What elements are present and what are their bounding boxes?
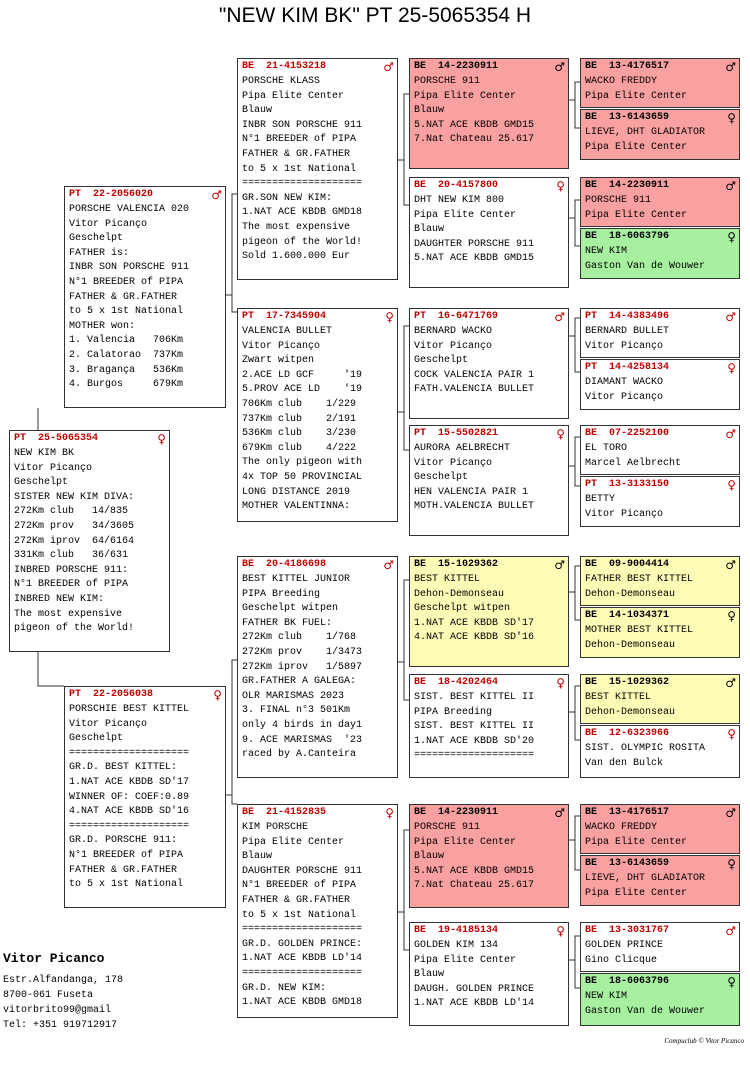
ring-number — [585, 478, 736, 493]
pigeon-info-line: raced by A.Canteira — [242, 749, 357, 761]
ring-number — [69, 688, 222, 703]
pigeon-info-line: MOTHER VALENTINNA: — [242, 501, 351, 513]
pigeon-info-line: 5.NAT ACE KBDB GMD15 — [414, 253, 535, 265]
pigeon-info-line: Pipa Elite Center — [585, 836, 688, 848]
female-sex-icon: ♀ — [727, 230, 736, 244]
pigeon-card — [409, 674, 569, 778]
pigeon-name: DHT NEW KIM 800 — [414, 195, 505, 206]
ring-number — [69, 188, 222, 203]
address-line: Estr.Alfandanga, 178 — [3, 975, 124, 986]
pigeon-card — [580, 922, 740, 972]
ring-number — [414, 310, 565, 325]
pigeon-name: PORSCHE 911 — [414, 76, 481, 87]
pigeon-info-line: Pipa Elite Center — [414, 836, 517, 848]
male-sex-icon: ♂ — [725, 806, 736, 820]
pigeon-info-line: only 4 birds in day1 — [242, 719, 363, 731]
pigeon-info-line: 1.NAT ACE KBDB SD'17 — [414, 617, 535, 629]
ring-number-text: BE 14-2230911 — [414, 807, 499, 818]
ring-number-text: BE 18-4202464 — [414, 677, 499, 688]
pigeon-info-line: INBRED PORSCHE 911: — [14, 564, 129, 576]
pigeon-info-line: ==================== — [242, 967, 363, 979]
pigeon-card — [409, 556, 569, 667]
pigeon-info-line: FATHER & GR.FATHER — [242, 148, 351, 160]
pigeon-card — [580, 177, 740, 227]
pigeon-info-line: DAUGHTER PORSCHE 911 — [414, 238, 535, 250]
pigeon-card — [580, 308, 740, 358]
pigeon-info-line: Geschelpt witpen — [414, 603, 511, 615]
pigeon-info-line: Vitor Picanço — [14, 462, 93, 474]
ring-number-text: BE 18-6063796 — [585, 976, 670, 987]
ring-number — [414, 179, 565, 194]
ring-number-text: PT 22-2056020 — [69, 189, 154, 200]
pigeon-info-line: Dehon-Demonseau — [585, 588, 676, 600]
pigeon-info-line: 679Km club 4/222 — [242, 442, 357, 454]
pigeon-info-line: 3. FINAL n°3 501Km — [242, 705, 351, 717]
pigeon-info-line: GR.D. BEST KITTEL: — [69, 762, 178, 774]
pigeon-info-line: N°1 BREEDER of PIPA — [14, 579, 129, 591]
pigeon-card — [9, 430, 170, 652]
pigeon-info-line: Pipa Elite Center — [414, 954, 517, 966]
pigeon-card — [409, 425, 569, 536]
pigeon-info-line: Pipa Elite Center — [585, 887, 688, 899]
pigeon-info-line: 5.NAT ACE KBDB GMD15 — [414, 865, 535, 877]
female-sex-icon: ♀ — [385, 310, 394, 324]
ring-number — [585, 676, 736, 691]
male-sex-icon: ♂ — [383, 60, 394, 74]
pigeon-name: MOTHER BEST KITTEL — [585, 625, 694, 636]
pigeon-info-line: Van den Bulck — [585, 757, 664, 769]
pigeon-info-line: INBRED NEW KIM: — [14, 593, 105, 605]
ring-number-text: PT 17-7345904 — [242, 311, 327, 322]
pigeon-info-line: Geschelpt — [14, 477, 69, 489]
pigeon-info-line: Geschelpt — [69, 733, 124, 745]
pigeon-info-line: GR.D. NEW KIM: — [242, 982, 327, 994]
phone-line: Tel: +351 919712917 — [3, 1020, 118, 1031]
pigeon-card — [409, 308, 569, 419]
pigeon-info-line: 272Km iprov 64/6164 — [14, 535, 135, 547]
pigeon-card — [580, 359, 740, 410]
pigeon-info-line: 536Km club 3/230 — [242, 428, 357, 440]
pigeon-info-line: 4. Burgos 679Km — [69, 379, 184, 391]
pigeon-info-line: to 5 x 1st National — [242, 163, 357, 175]
pigeon-info-line: Gaston Van de Wouwer — [585, 260, 706, 272]
pigeon-info-line: HEN VALENCIA PAIR 1 — [414, 486, 529, 498]
pigeon-name: PORSCHE 911 — [414, 822, 481, 833]
pigeon-info-line: ==================== — [69, 747, 190, 759]
pigeon-info-line: FATHER is: — [69, 247, 130, 259]
pigeon-info-line: Gino Clicque — [585, 954, 658, 966]
pigeon-info-line: Dehon-Demonseau — [585, 706, 676, 718]
pigeon-card — [580, 607, 740, 658]
ring-number — [414, 60, 565, 75]
ring-number — [14, 432, 166, 447]
pigeon-info-line: 7.Nat Chateau 25.617 — [414, 880, 535, 892]
ring-number — [414, 427, 565, 442]
pigeon-info-line: Blauw — [414, 105, 445, 117]
ring-number — [585, 975, 736, 990]
ring-number-text: PT 16-6471769 — [414, 311, 499, 322]
pigeon-card — [409, 922, 569, 1026]
ring-number-text: BE 21-4153218 — [242, 61, 327, 72]
female-sex-icon: ♀ — [727, 478, 736, 492]
ring-number-text: BE 15-1029362 — [414, 559, 499, 570]
ring-number-text: PT 13-3133150 — [585, 479, 670, 490]
pigeon-info-line: FATH.VALENCIA BULLET — [414, 384, 535, 396]
pigeon-info-line: Pipa Elite Center — [585, 209, 688, 221]
pigeon-info-line: 2. Calatorao 737Km — [69, 349, 184, 361]
pigeon-info-line: MOTHER won: — [69, 320, 136, 332]
ring-number-text: PT 14-4383496 — [585, 311, 670, 322]
ring-number — [242, 558, 394, 573]
ring-number-text: BE 21-4152835 — [242, 807, 327, 818]
pigeon-info-line: Pipa Elite Center — [414, 209, 517, 221]
ring-number-text: BE 15-1029362 — [585, 677, 670, 688]
ring-number-text: BE 07-2252100 — [585, 428, 670, 439]
ring-number — [585, 179, 736, 194]
pigeon-info-line: Zwart witpen — [242, 355, 315, 367]
pigeon-info-line: ==================== — [69, 820, 190, 832]
pigeon-info-line: 1.NAT ACE KBDB SD'17 — [69, 776, 190, 788]
pigeon-name: FATHER BEST KITTEL — [585, 574, 694, 585]
pigeon-info-line: 4.NAT ACE KBDB SD'16 — [69, 806, 190, 818]
pigeon-info-line: N°1 BREEDER of PIPA — [242, 134, 357, 146]
pigeon-info-line: FATHER BK FUEL: — [242, 617, 333, 629]
ring-number-text: PT 25-5065354 — [14, 433, 99, 444]
pigeon-info-line: Pipa Elite Center — [242, 90, 345, 102]
pigeon-info-line: Geschelpt witpen — [242, 603, 339, 615]
male-sex-icon: ♂ — [725, 310, 736, 324]
pigeon-info-line: 706Km club 1/229 — [242, 398, 357, 410]
pigeon-info-line: GR.D. GOLDEN PRINCE: — [242, 938, 363, 950]
pigeon-info-line: Blauw — [242, 105, 273, 117]
ring-number-text: BE 19-4185134 — [414, 925, 499, 936]
pigeon-name: PORSCHE 911 — [585, 195, 652, 206]
female-sex-icon: ♀ — [556, 676, 565, 690]
female-sex-icon: ♀ — [556, 427, 565, 441]
pigeon-card — [237, 556, 398, 778]
ring-number — [242, 310, 394, 325]
male-sex-icon: ♂ — [554, 558, 565, 572]
pigeon-info-line: 1.NAT ACE KBDB GMD18 — [242, 997, 363, 1009]
ring-number — [414, 924, 565, 939]
pigeon-card — [580, 674, 740, 724]
pigeon-info-line: 1.NAT ACE KBDB LD'14 — [414, 998, 535, 1010]
female-sex-icon: ♀ — [727, 111, 736, 125]
pigeon-info-line: GR.D. PORSCHE 911: — [69, 835, 178, 847]
pigeon-info-line: to 5 x 1st National — [242, 909, 357, 921]
ring-number — [585, 727, 736, 742]
address-line: vitorbrito99@gmail — [3, 1005, 112, 1016]
pigeon-card — [580, 973, 740, 1026]
female-sex-icon: ♀ — [556, 179, 565, 193]
male-sex-icon: ♂ — [725, 558, 736, 572]
pigeon-name: LIEVE, DHT GLADIATOR — [585, 127, 706, 138]
pigeon-name: PORSCHE VALENCIA 020 — [69, 204, 190, 215]
pigeon-info-line: GR.FATHER A GALEGA: — [242, 676, 357, 688]
pigeon-info-line: FATHER & GR.FATHER — [69, 864, 178, 876]
male-sex-icon: ♂ — [554, 60, 565, 74]
pigeon-info-line: Blauw — [414, 851, 445, 863]
pigeon-info-line: 737Km club 2/191 — [242, 413, 357, 425]
pigeon-card — [580, 855, 740, 906]
pigeon-name: NEW KIM BK — [14, 448, 75, 459]
male-sex-icon: ♂ — [725, 924, 736, 938]
pigeon-info-line: PIPA Breeding — [414, 706, 493, 718]
ring-number-text: BE 14-2230911 — [414, 61, 499, 72]
pigeon-name: SIST. BEST KITTEL II — [414, 692, 535, 703]
pigeon-info-line: FATHER & GR.FATHER — [69, 291, 178, 303]
pigeon-info-line: Blauw — [414, 969, 445, 981]
pigeon-info-line: Vitor Picanço — [69, 718, 148, 730]
pigeon-info-line: The only pigeon with — [242, 457, 363, 469]
pigeon-info-line: 272Km iprov 1/5897 — [242, 661, 363, 673]
pigeon-info-line: 272Km club 1/768 — [242, 632, 357, 644]
pigeon-info-line: 1.NAT ACE KBDB LD'14 — [242, 953, 363, 965]
pigeon-card — [580, 725, 740, 778]
ring-number-text: BE 13-6143659 — [585, 112, 670, 123]
ring-number-text: PT 14-4258134 — [585, 362, 670, 373]
pigeon-info-line: Blauw — [242, 851, 273, 863]
pigeon-info-line: INBR SON PORSCHE 911 — [242, 119, 363, 131]
pigeon-info-line: SIST. BEST KITTEL II — [414, 721, 535, 733]
pigeon-info-line: Vitor Picanço — [414, 457, 493, 469]
ring-number — [585, 924, 736, 939]
address-line: 8700-061 Fuseta — [3, 990, 94, 1001]
ring-number-text: BE 14-2230911 — [585, 180, 670, 191]
pigeon-card — [580, 804, 740, 854]
pigeon-name: WACKO FREDDY — [585, 76, 658, 87]
pigeon-name: NEW KIM — [585, 246, 628, 257]
pigeon-card — [409, 177, 569, 288]
ring-number-text: BE 20-4186698 — [242, 559, 327, 570]
pigeon-info-line: FATHER & GR.FATHER — [242, 894, 351, 906]
pigeon-info-line: The most expensive — [242, 221, 351, 233]
pigeon-card — [237, 58, 398, 280]
pigeon-info-line: ==================== — [242, 924, 363, 936]
pigeon-info-line: 1. Valencia 706Km — [69, 335, 184, 347]
ring-number — [414, 676, 565, 691]
pigeon-name: EL TORO — [585, 443, 628, 454]
pigeon-card — [580, 476, 740, 527]
female-sex-icon: ♀ — [727, 727, 736, 741]
pigeon-info-line: Vitor Picanço — [414, 340, 493, 352]
pigeon-name: BEST KITTEL — [414, 574, 481, 585]
pigeon-info-line: Vitor Picanço — [242, 340, 321, 352]
ring-number — [585, 427, 736, 442]
pigeon-name: BEST KITTEL — [585, 692, 652, 703]
pigeon-info-line: 272Km prov 1/3473 — [242, 646, 363, 658]
male-sex-icon: ♂ — [725, 60, 736, 74]
ring-number — [585, 230, 736, 245]
male-sex-icon: ♂ — [725, 676, 736, 690]
pigeon-name: PORSCHIE BEST KITTEL — [69, 704, 190, 715]
software-credit: Compuclub © Vitor Picanco — [664, 1037, 744, 1045]
male-sex-icon: ♂ — [725, 179, 736, 193]
owner-name: Vitor Picanco — [3, 951, 105, 966]
female-sex-icon: ♀ — [157, 432, 166, 446]
pigeon-info-line: DAUGHTER PORSCHE 911 — [242, 865, 363, 877]
pigeon-info-line: PIPA Breeding — [242, 588, 321, 600]
owner-address — [3, 973, 123, 1033]
pigeon-info-line: Pipa Elite Center — [414, 90, 517, 102]
pigeon-card — [409, 58, 569, 169]
pigeon-info-line: 272Km club 14/835 — [14, 506, 129, 518]
pigeon-card — [580, 556, 740, 606]
ring-number-text: BE 13-6143659 — [585, 858, 670, 869]
pigeon-info-line: N°1 BREEDER of PIPA — [242, 880, 357, 892]
female-sex-icon: ♀ — [385, 806, 394, 820]
male-sex-icon: ♂ — [554, 806, 565, 820]
pigeon-name: KIM PORSCHE — [242, 822, 309, 833]
ring-number-text: BE 09-9004414 — [585, 559, 670, 570]
pigeon-info-line: Gaston Van de Wouwer — [585, 1005, 706, 1017]
pigeon-info-line: Blauw — [414, 224, 445, 236]
ring-number — [585, 857, 736, 872]
pigeon-name: PORSCHE KLASS — [242, 76, 321, 87]
pigeon-info-line: 7.Nat Chateau 25.617 — [414, 134, 535, 146]
pigeon-info-line: Dehon-Demonseau — [414, 588, 505, 600]
pigeon-info-line: Vitor Picanço — [585, 508, 664, 520]
pigeon-name: LIEVE, DHT GLADIATOR — [585, 873, 706, 884]
pigeon-card — [237, 804, 398, 1018]
pigeon-info-line: The most expensive — [14, 608, 123, 620]
pigeon-info-line: Pipa Elite Center — [585, 90, 688, 102]
ring-number — [585, 111, 736, 126]
pigeon-info-line: MOTH.VALENCIA BULLET — [414, 501, 535, 513]
pigeon-info-line: ==================== — [414, 750, 535, 762]
pigeon-name: SIST. OLYMPIC ROSITA — [585, 743, 706, 754]
pigeon-card — [580, 58, 740, 108]
ring-number — [242, 60, 394, 75]
pigeon-info-line: 1.NAT ACE KBDB SD'20 — [414, 735, 535, 747]
pigeon-info-line: 1.NAT ACE KBDB GMD18 — [242, 207, 363, 219]
ring-number-text: BE 13-4176517 — [585, 61, 670, 72]
ring-number — [414, 558, 565, 573]
ring-number-text: PT 22-2056038 — [69, 689, 154, 700]
pigeon-info-line: 2.ACE LD GCF '19 — [242, 369, 363, 381]
pigeon-info-line: 5.PROV ACE LD '19 — [242, 384, 363, 396]
pigeon-info-line: Geschelpt — [414, 472, 469, 484]
pigeon-info-line: Geschelpt — [414, 355, 469, 367]
pigeon-info-line: Vitor Picanço — [69, 218, 148, 230]
pigeon-name: WACKO FREDDY — [585, 822, 658, 833]
ring-number — [242, 806, 394, 821]
pigeon-info-line: WINNER OF: COEF:0.89 — [69, 791, 190, 803]
pigeon-name: BEST KITTEL JUNIOR — [242, 574, 351, 585]
pigeon-name: BETTY — [585, 494, 616, 505]
ring-number-text: PT 15-5502821 — [414, 428, 499, 439]
pigeon-info-line: LONG DISTANCE 2019 — [242, 486, 351, 498]
pigeon-name: AURORA AELBRECHT — [414, 443, 511, 454]
male-sex-icon: ♂ — [725, 427, 736, 441]
pigeon-info-line: INBR SON PORSCHE 911 — [69, 262, 190, 274]
ring-number-text: BE 18-6063796 — [585, 231, 670, 242]
ring-number-text: BE 13-3031767 — [585, 925, 670, 936]
ring-number — [414, 806, 565, 821]
pigeon-card — [237, 308, 398, 522]
ring-number — [585, 609, 736, 624]
pigeon-card — [580, 228, 740, 279]
pigeon-info-line: 3. Bragança 536Km — [69, 364, 184, 376]
pigeon-info-line: GR.SON NEW KIM: — [242, 192, 333, 204]
pigeon-name: GOLDEN PRINCE — [585, 940, 664, 951]
pigeon-info-line: to 5 x 1st National — [69, 879, 184, 891]
pigeon-info-line: Geschelpt — [69, 233, 124, 245]
pigeon-card — [580, 109, 740, 160]
pigeon-card — [409, 804, 569, 908]
pigeon-card — [64, 186, 226, 408]
female-sex-icon: ♀ — [727, 975, 736, 989]
female-sex-icon: ♀ — [213, 688, 222, 702]
ring-number — [585, 361, 736, 376]
pigeon-info-line: ==================== — [242, 178, 363, 190]
female-sex-icon: ♀ — [556, 924, 565, 938]
pigeon-info-line: Dehon-Demonseau — [585, 639, 676, 651]
pigeon-info-line: 272Km prov 34/3605 — [14, 520, 135, 532]
male-sex-icon: ♂ — [211, 188, 222, 202]
ring-number-text: BE 12-6323966 — [585, 728, 670, 739]
pigeon-info-line: 4.NAT ACE KBDB SD'16 — [414, 632, 535, 644]
pigeon-info-line: Vitor Picanço — [585, 391, 664, 403]
pigeon-info-line: Vitor Picanço — [585, 340, 664, 352]
pigeon-info-line: Pipa Elite Center — [585, 141, 688, 153]
pigeon-info-line: SISTER NEW KIM DIVA: — [14, 491, 135, 503]
pigeon-name: VALENCIA BULLET — [242, 326, 333, 337]
pigeon-name: NEW KIM — [585, 991, 628, 1002]
pigeon-info-line: OLR MARISMAS 2023 — [242, 690, 345, 702]
ring-number-text: BE 20-4157800 — [414, 180, 499, 191]
ring-number — [585, 60, 736, 75]
pigeon-info-line: 4x TOP 50 PROVINCIAL — [242, 471, 363, 483]
pigeon-info-line: pigeon of the World! — [14, 623, 135, 635]
ring-number — [585, 558, 736, 573]
male-sex-icon: ♂ — [554, 310, 565, 324]
pigeon-info-line: N°1 BREEDER of PIPA — [69, 849, 184, 861]
ring-number-text: BE 13-4176517 — [585, 807, 670, 818]
pigeon-card — [580, 425, 740, 475]
pigeon-info-line: Sold 1.600.000 Eur — [242, 251, 351, 263]
ring-number-text: BE 14-1034371 — [585, 610, 670, 621]
pigeon-info-line: to 5 x 1st National — [69, 306, 184, 318]
pigeon-name: GOLDEN KIM 134 — [414, 940, 499, 951]
pigeon-name: DIAMANT WACKO — [585, 377, 664, 388]
pigeon-info-line: 9. ACE MARISMAS '23 — [242, 734, 363, 746]
female-sex-icon: ♀ — [727, 857, 736, 871]
pigeon-info-line: 331Km club 36/631 — [14, 550, 129, 562]
pigeon-name: BERNARD BULLET — [585, 326, 670, 337]
page-title: "NEW KIM BK" PT 25-5065354 H — [218, 4, 532, 27]
female-sex-icon: ♀ — [727, 609, 736, 623]
ring-number — [585, 310, 736, 325]
pigeon-info-line: Pipa Elite Center — [242, 836, 345, 848]
male-sex-icon: ♂ — [383, 558, 394, 572]
pigeon-card — [64, 686, 226, 908]
pigeon-info-line: Marcel Aelbrecht — [585, 457, 682, 469]
pigeon-info-line: COCK VALENCIA PAIR 1 — [414, 369, 535, 381]
pigeon-info-line: DAUGH. GOLDEN PRINCE — [414, 983, 535, 995]
pigeon-info-line: pigeon of the World! — [242, 236, 363, 248]
pigeon-info-line: N°1 BREEDER of PIPA — [69, 276, 184, 288]
pigeon-info-line: 5.NAT ACE KBDB GMD15 — [414, 119, 535, 131]
ring-number — [585, 806, 736, 821]
pigeon-name: BERNARD WACKO — [414, 326, 493, 337]
female-sex-icon: ♀ — [727, 361, 736, 375]
